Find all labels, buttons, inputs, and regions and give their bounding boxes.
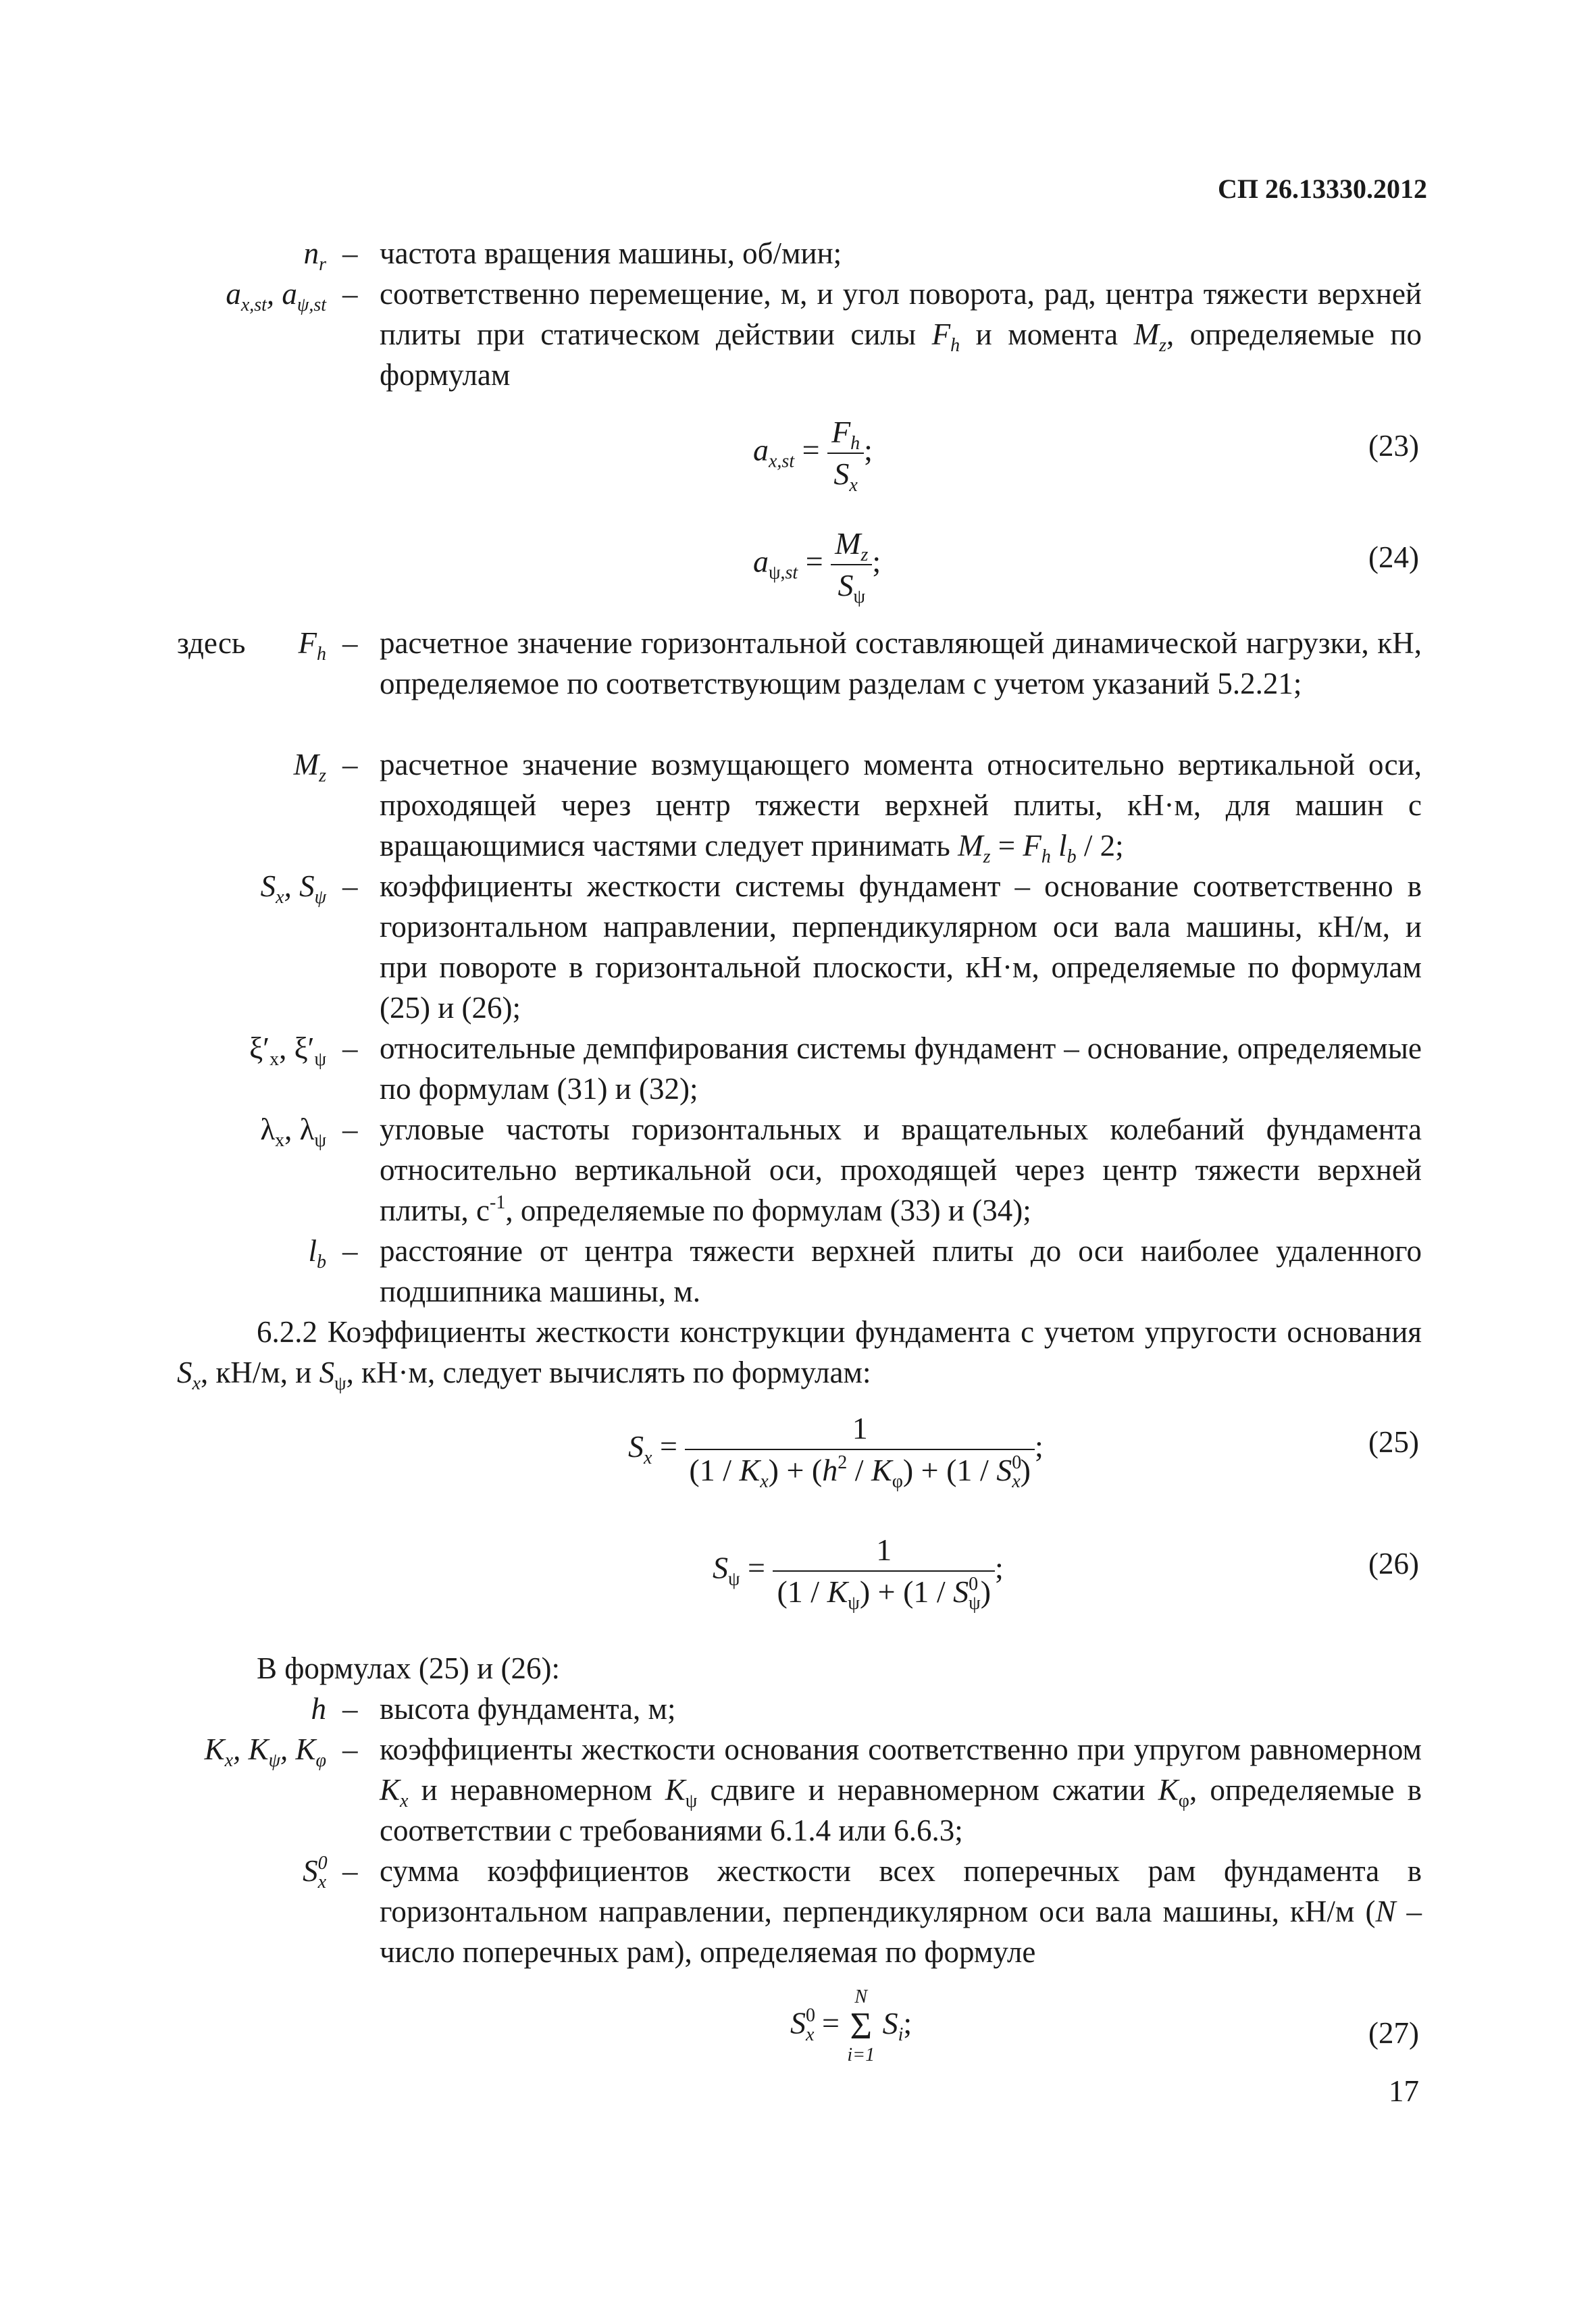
- dash: –: [342, 277, 358, 311]
- symbol-nr: $n_r$: [303, 236, 326, 275]
- formula-25: $S_x$ = $\frac{1}{(1 / K_x) + (h^2 / K_\varphi) + (1 / S^0_x)}$ ;: [628, 1411, 1044, 1492]
- symbol-h: h: [311, 1692, 326, 1726]
- symbol-lambda: $\lambda_x$, $\lambda_\psi$: [260, 1112, 326, 1151]
- equation-number-23: (23): [1368, 429, 1419, 463]
- symbol-sx-spsi: $S_x$, $S_\psi$: [260, 869, 326, 908]
- definition-lb: расстояние от центра тяжести верхней плиты до оси наиболее удаленного подшипника машины, м.: [380, 1234, 1422, 1308]
- page-number: 17: [1389, 2074, 1419, 2108]
- symbol-lb: $l_b$: [308, 1234, 326, 1272]
- dash: –: [342, 748, 358, 781]
- equation-number-24: (24): [1368, 540, 1419, 574]
- symbol-k: $K_x$, $K_\psi$, $K_\varphi$: [204, 1732, 326, 1771]
- paragraph-6-2-2: 6.2.2 Коэффициенты жесткости конструкции фундамента с учетом упругости основания $S_x$, кН/м, и $S_\psi$, кН·м, следует вычислять по формулам:: [177, 1315, 1422, 1394]
- formula-27: $S^0_x$ = N Σ i=1 $S_i$;: [790, 1986, 912, 2065]
- dash: –: [342, 236, 358, 270]
- definition-mz: расчетное значение возмущающего момента относительно вертикальной оси, проходящей через центр тяжести верхней плиты, кН·м, для машин с вращающимися частями следует принимать $M_z = F_h$ $l_b / 2$;: [380, 748, 1422, 867]
- symbol-fh: $F_h$: [298, 626, 326, 665]
- dash: –: [342, 1234, 358, 1268]
- label-zdes: здесь: [177, 626, 246, 660]
- equation-number-25: (25): [1368, 1425, 1419, 1459]
- dash: –: [342, 1732, 358, 1766]
- symbol-xi: $\xi'_x$, $\xi'_\psi$: [249, 1031, 326, 1070]
- formula-23: $a_{x,st}$ = $\frac{F_h}{S_x}$ ;: [753, 415, 873, 496]
- dash: –: [342, 1112, 358, 1146]
- dash: –: [342, 626, 358, 660]
- symbol-sx0: $S^0_x$: [303, 1853, 328, 1893]
- definition-lambda: угловые частоты горизонтальных и вращательных колебаний фундамента относительно вертикальной оси, проходящей через центр тяжести верхней плиты, $с^{-1}$, определяемые по формулам (33) и (34);: [380, 1112, 1422, 1227]
- dash: –: [342, 1692, 358, 1726]
- dash: –: [342, 1854, 358, 1888]
- document-code-header: СП 26.13330.2012: [1218, 174, 1427, 204]
- definition-fh: расчетное значение горизонтальной составляющей динамической нагрузки, кН, определяемое по соответствующим разделам с учетом указаний 5.2.21;: [380, 626, 1422, 700]
- in-formulas-label: В формулах (25) и (26):: [257, 1651, 560, 1685]
- definition-h: высота фундамента, м;: [380, 1692, 676, 1726]
- definition-sx0: сумма коэффициентов жесткости всех поперечных рам фундамента в горизонтальном направлении, перпендикулярном оси вала машины, кН/м (N – число поперечных рам), определяемая по формуле: [380, 1854, 1422, 1969]
- symbol-a-st: $a_{x,st}$, $a_{\psi,st}$: [226, 277, 326, 315]
- dash: –: [342, 869, 358, 903]
- definition-sx-spsi: коэффициенты жесткости системы фундамент – основание соответственно в горизонтальном направлении, перпендикулярном оси вала машины, кН/м, и при повороте в горизонтальной плоскости, кН·м, определяемые по формулам (25) и (26);: [380, 869, 1422, 1025]
- definition-nr: частота вращения машины, об/мин;: [380, 236, 842, 270]
- equation-number-27: (27): [1368, 2016, 1419, 2050]
- dash: –: [342, 1031, 358, 1065]
- definition-k: коэффициенты жесткости основания соответственно при упругом равномерном $K_x$ и неравномерном $K_\psi$ сдвиге и неравномерном сжатии $K_\varphi$, определяемые в соответствии с требованиями 6.1.4 или 6.6.3;: [380, 1732, 1422, 1847]
- symbol-mz: $M_z$: [293, 748, 326, 786]
- formula-26: $S_\psi$ = $\frac{1}{(1 / K_\psi) + (1 / S^0_\psi)}$ ;: [713, 1533, 1004, 1614]
- definition-a-st: соответственно перемещение, м, и угол поворота, рад, центра тяжести верхней плиты при статическом действии силы $F_h$ и момента $M_z$, определяемые по формулам: [380, 277, 1422, 392]
- formula-24: $a_{\psi,st}$ = $\frac{M_z}{S_\psi}$ ;: [753, 526, 881, 607]
- definition-xi: относительные демпфирования системы фундамент – основание, определяемые по формулам (31) и (32);: [380, 1031, 1422, 1106]
- equation-number-26: (26): [1368, 1547, 1419, 1580]
